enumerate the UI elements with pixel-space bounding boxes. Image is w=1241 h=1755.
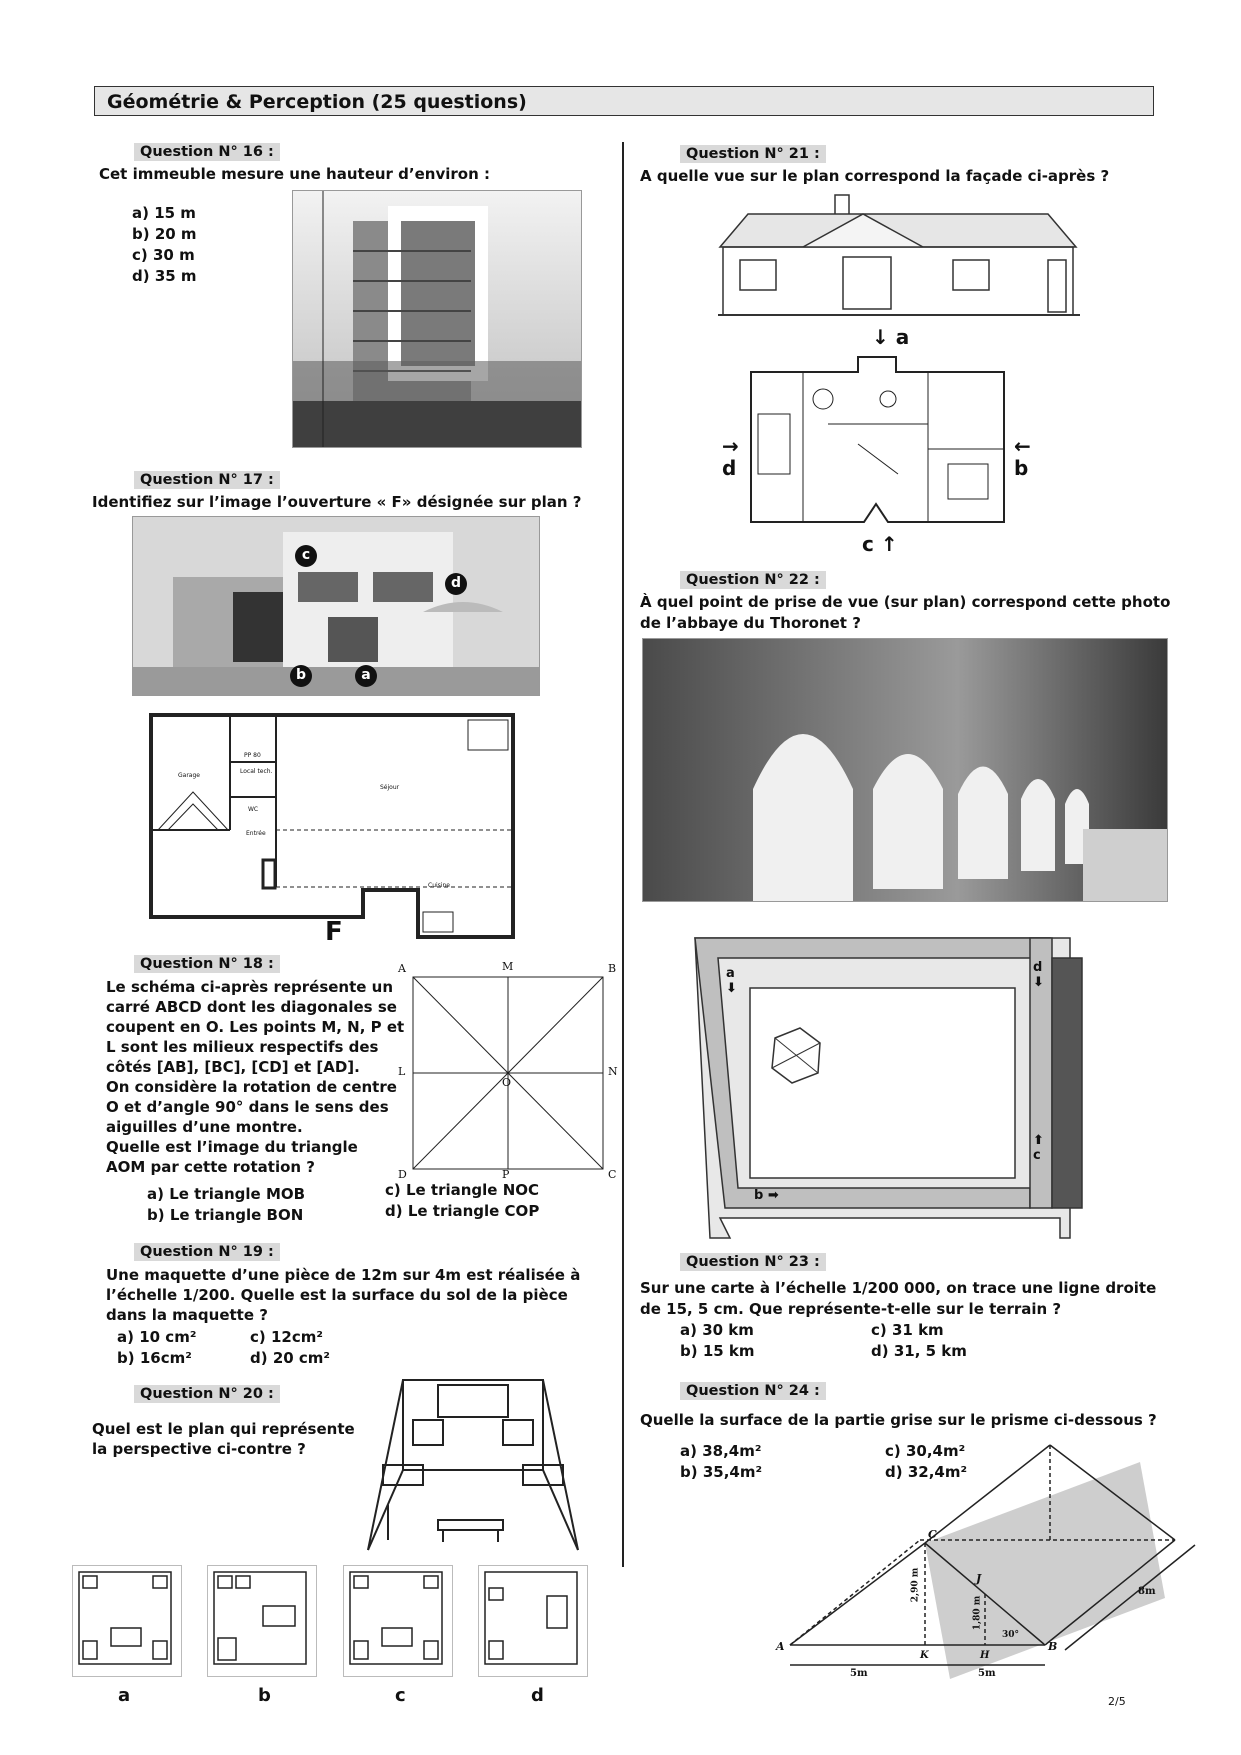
q19-option-c: c) 12cm² bbox=[250, 1328, 323, 1346]
q18-option-a: a) Le triangle MOB bbox=[147, 1185, 306, 1203]
plan-cuisine-label: Cuisine bbox=[428, 882, 450, 889]
column-divider bbox=[622, 142, 624, 1567]
marker-d: d bbox=[445, 573, 467, 595]
abbey-plan bbox=[680, 918, 1100, 1244]
prism-point-a: A bbox=[776, 1640, 785, 1653]
mini-plan-c bbox=[343, 1565, 453, 1677]
q20-line-1: Quel est le plan qui représente bbox=[92, 1420, 355, 1438]
view-a-text: a bbox=[895, 325, 910, 349]
plan-point-b-text: b bbox=[754, 1188, 764, 1203]
q19-label: Question N° 19 : bbox=[134, 1243, 280, 1261]
point-b: B bbox=[608, 962, 617, 975]
mini-plan-label-c: c bbox=[395, 1685, 406, 1706]
q20-label: Question N° 20 : bbox=[134, 1385, 280, 1403]
q19-line-2: l’échelle 1/200. Quelle est la surface du sol de la pièce bbox=[106, 1286, 568, 1304]
q23-option-c: c) 31 km bbox=[871, 1321, 944, 1339]
mini-plan-label-d: d bbox=[531, 1685, 544, 1706]
section-header: Géométrie & Perception (25 questions) bbox=[94, 86, 1154, 116]
q19-line-1: Une maquette d’une pièce de 12m sur 4m est réalisée à bbox=[106, 1266, 581, 1284]
q23-line-2: de 15, 5 cm. Que représente-t-elle sur le terrain ? bbox=[640, 1300, 1062, 1318]
plan-pp80-label: PP 80 bbox=[244, 752, 261, 759]
q19-line-3: dans la maquette ? bbox=[106, 1306, 268, 1324]
q16-option-c: c) 30 m bbox=[132, 246, 195, 264]
q24-option-d: d) 32,4m² bbox=[885, 1463, 968, 1481]
q19-option-a: a) 10 cm² bbox=[117, 1328, 197, 1346]
prism-point-j: J bbox=[976, 1572, 982, 1585]
q24-text: Quelle la surface de la partie grise sur le prisme ci-dessous ? bbox=[640, 1411, 1157, 1429]
plan-point-c: ⬆ c bbox=[1033, 1133, 1044, 1163]
q24-option-c: c) 30,4m² bbox=[885, 1442, 966, 1460]
abbey-cloister-photo bbox=[642, 638, 1168, 902]
house-floor-plan bbox=[148, 712, 516, 944]
q19-option-d: d) 20 cm² bbox=[250, 1349, 331, 1367]
q16-label: Question N° 16 : bbox=[134, 143, 280, 161]
plan-wc-label: WC bbox=[248, 806, 259, 813]
q16-option-d: d) 35 m bbox=[132, 267, 197, 285]
prism-point-b: B bbox=[1048, 1640, 1058, 1653]
q22-line-2: de l’abbaye du Thoronet ? bbox=[640, 614, 861, 632]
q17-label: Question N° 17 : bbox=[134, 471, 280, 489]
q18-line-2: carré ABCD dont les diagonales se bbox=[106, 998, 397, 1016]
q18-line-10: AOM par cette rotation ? bbox=[106, 1158, 316, 1176]
q23-label: Question N° 23 : bbox=[680, 1253, 826, 1271]
facade-drawing bbox=[718, 192, 1080, 320]
q20-line-2: la perspective ci-contre ? bbox=[92, 1440, 306, 1458]
plan-marker-f: F bbox=[325, 917, 343, 947]
q18-line-9: Quelle est l’image du triangle bbox=[106, 1138, 358, 1156]
point-m: M bbox=[502, 960, 514, 973]
plan-point-d-text: d bbox=[1033, 960, 1043, 975]
q18-line-5: côtés [AB], [BC], [CD] et [AD]. bbox=[106, 1058, 360, 1076]
q22-label: Question N° 22 : bbox=[680, 571, 826, 589]
plan-point-a-text: a bbox=[726, 966, 735, 981]
villa-floor-plan bbox=[748, 354, 1008, 526]
mini-plan-b bbox=[207, 1565, 317, 1677]
point-a: A bbox=[398, 962, 406, 975]
plan-point-b: b ➡ bbox=[754, 1188, 779, 1203]
plan-point-a: a ⬇ bbox=[726, 966, 737, 996]
prism-dim-2: 5m bbox=[978, 1668, 996, 1679]
point-d: D bbox=[398, 1168, 407, 1181]
q24-option-b: b) 35,4m² bbox=[680, 1463, 763, 1481]
q16-text: Cet immeuble mesure une hauteur d’environ : bbox=[99, 165, 490, 183]
mini-plan-label-b: b bbox=[258, 1685, 271, 1706]
q18-line-1: Le schéma ci-après représente un bbox=[106, 978, 394, 996]
view-b-text: b bbox=[1014, 456, 1029, 480]
prism-height-2: 1,80 m bbox=[972, 1595, 983, 1631]
page-number: 2/5 bbox=[1108, 1695, 1126, 1708]
q21-label: Question N° 21 : bbox=[680, 145, 826, 163]
point-l: L bbox=[398, 1065, 406, 1078]
q24-option-a: a) 38,4m² bbox=[680, 1442, 762, 1460]
q23-option-d: d) 31, 5 km bbox=[871, 1342, 967, 1360]
prism-point-k: K bbox=[920, 1650, 929, 1661]
prism-dim-1: 5m bbox=[850, 1668, 868, 1679]
plan-garage-label: Garage bbox=[178, 772, 200, 779]
point-o: O bbox=[502, 1076, 512, 1089]
point-c: C bbox=[608, 1168, 617, 1181]
view-d-label: → d bbox=[722, 434, 739, 480]
q18-line-4: L sont les milieux respectifs des bbox=[106, 1038, 379, 1056]
q17-text: Identifiez sur l’image l’ouverture « F» désignée sur plan ? bbox=[92, 493, 582, 511]
q23-option-a: a) 30 km bbox=[680, 1321, 754, 1339]
point-p: P bbox=[502, 1168, 510, 1181]
q21-text: A quelle vue sur le plan correspond la façade ci-après ? bbox=[640, 167, 1110, 185]
prism-point-h: H bbox=[980, 1650, 990, 1661]
view-c-text: c bbox=[862, 532, 874, 556]
plan-entree-label: Entrée bbox=[246, 830, 266, 837]
q18-line-7: O et d’angle 90° dans le sens des bbox=[106, 1098, 389, 1116]
plan-point-d: d ⬇ bbox=[1033, 960, 1044, 990]
view-b-label: ← b bbox=[1014, 434, 1031, 480]
q16-option-b: b) 20 m bbox=[132, 225, 197, 243]
plan-point-c-text: c bbox=[1033, 1148, 1041, 1163]
square-abcd-diagram bbox=[395, 960, 625, 1180]
q18-option-d: d) Le triangle COP bbox=[385, 1202, 540, 1220]
view-a-label: ↓ a bbox=[872, 325, 910, 349]
q23-line-1: Sur une carte à l’échelle 1/200 000, on trace une ligne droite bbox=[640, 1279, 1157, 1297]
mini-plan-a bbox=[72, 1565, 182, 1677]
q22-line-1: À quel point de prise de vue (sur plan) correspond cette photo bbox=[640, 593, 1171, 611]
q19-option-b: b) 16cm² bbox=[117, 1349, 192, 1367]
view-c-label: c ↑ bbox=[862, 532, 898, 556]
q18-option-b: b) Le triangle BON bbox=[147, 1206, 304, 1224]
prism-angle: 30° bbox=[1002, 1630, 1020, 1640]
q18-line-6: On considère la rotation de centre bbox=[106, 1078, 397, 1096]
q18-line-3: coupent en O. Les points M, N, P et bbox=[106, 1018, 405, 1036]
marker-b: b bbox=[290, 665, 312, 687]
prism-point-c: C bbox=[928, 1528, 937, 1541]
q24-label: Question N° 24 : bbox=[680, 1382, 826, 1400]
room-perspective-sketch bbox=[363, 1370, 583, 1556]
plan-sejour-label: Séjour bbox=[380, 784, 400, 791]
building-photo bbox=[292, 190, 582, 448]
q18-option-c: c) Le triangle NOC bbox=[385, 1181, 540, 1199]
view-d-text: d bbox=[722, 456, 737, 480]
q23-option-b: b) 15 km bbox=[680, 1342, 755, 1360]
mini-plan-d bbox=[478, 1565, 588, 1677]
marker-a: a bbox=[355, 665, 377, 687]
point-n: N bbox=[608, 1065, 618, 1078]
prism-height-1: 2,90 m bbox=[910, 1567, 921, 1603]
prism-depth: 8m bbox=[1138, 1586, 1156, 1597]
plan-local-tech-label: Local tech. bbox=[240, 768, 273, 775]
q18-line-8: aiguilles d’une montre. bbox=[106, 1118, 303, 1136]
house-photo bbox=[132, 516, 540, 696]
prism-figure bbox=[776, 1440, 1210, 1685]
mini-plan-label-a: a bbox=[118, 1685, 131, 1706]
marker-c: c bbox=[295, 545, 317, 567]
q16-option-a: a) 15 m bbox=[132, 204, 196, 222]
q18-label: Question N° 18 : bbox=[134, 955, 280, 973]
